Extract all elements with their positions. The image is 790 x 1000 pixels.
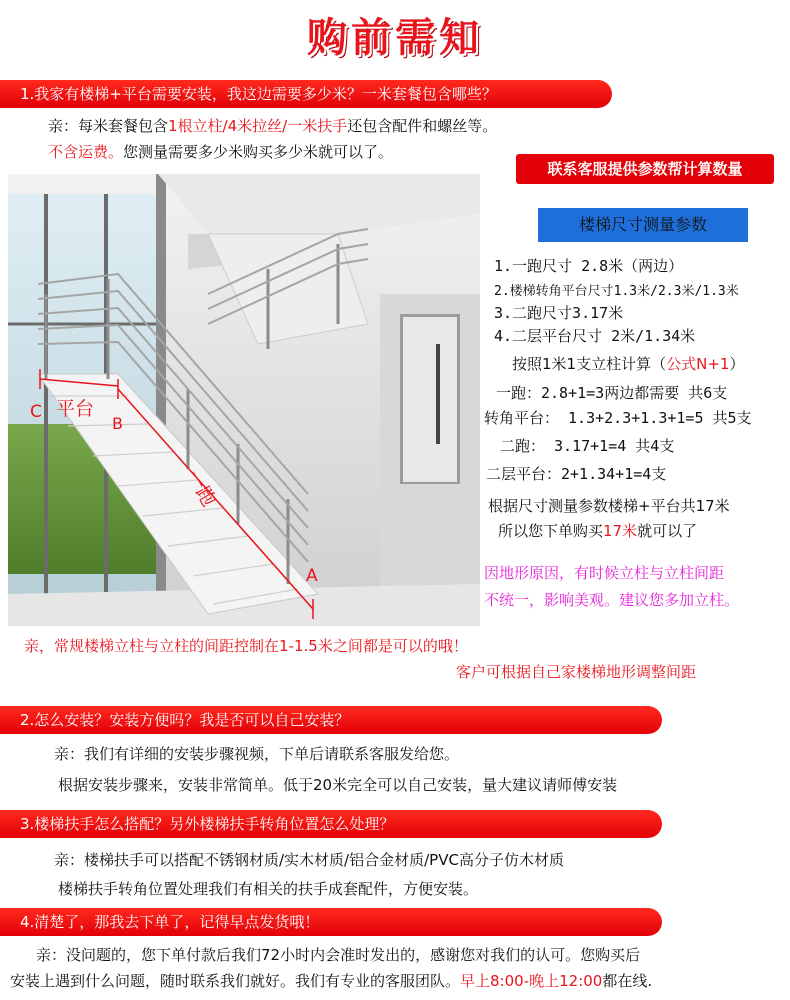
- param-row-1: 1.一跑尺寸 2.8米（两边）: [494, 257, 684, 275]
- q2-answer-line2: 根据安装步骤来，安装非常简单。低于20米完全可以自己安装，量大建议请师傅安装: [58, 776, 618, 794]
- q2-answer-line1: 亲：我们有详细的安装步骤视频，下单后请联系客服发给您。: [54, 745, 460, 763]
- total-line: 根据尺寸测量参数楼梯+平台共17米: [488, 497, 730, 515]
- calc-row-4: 二层平台：2+1.34+1=4支: [486, 465, 667, 483]
- question-1-bar: 1.我家有楼梯+平台需要安装，我这边需要多少米？一米套餐包含哪些？: [0, 80, 612, 108]
- question-4-bar: 4.清楚了，那我去下单了，记得早点发货哦！: [0, 908, 662, 936]
- q3-answer-line1: 亲：楼梯扶手可以搭配不锈钢材质/实木材质/铝合金材质/PVC高分子仿木材质: [54, 851, 564, 869]
- q1-a2-post: 您测量需要多少米购买多少米就可以了。: [123, 143, 394, 161]
- staircase-photo: [8, 174, 480, 626]
- q1-a1-red: 1根立柱/4米拉丝/一米扶手: [168, 117, 348, 135]
- buy-amount: 17米: [603, 522, 638, 540]
- q1-a2-red: 不含运费。: [48, 143, 124, 161]
- q1-answer-line1: [48, 116, 497, 136]
- q4-a2-post: 都在线.: [602, 972, 653, 990]
- rule-line: [512, 354, 744, 375]
- q1-a1-pre: 亲：每米套餐包含: [48, 117, 169, 135]
- q1-a1-post: 还包含配件和螺丝等。: [347, 117, 498, 135]
- page-title: 购前需知: [307, 15, 483, 61]
- question-2-bar: 2.怎么安装？安装方便吗？我是否可以自己安装？: [0, 706, 662, 734]
- label-a: A: [306, 566, 318, 586]
- rule-post: ）: [729, 355, 745, 373]
- param-row-3: 3.二跑尺寸3.17米: [494, 304, 624, 322]
- label-c: C: [30, 402, 42, 422]
- param-row-4: 4.二层平台尺寸 2米/1.34米: [494, 327, 696, 345]
- spacing-line-2: 客户可根据自己家楼梯地形调整间距: [456, 663, 697, 681]
- q4-a2-pre: 安装上遇到什么问题，随时联系我们就好。我们有专业的客服团队。: [10, 972, 461, 990]
- spacing-line-1: 亲，常规楼梯立柱与立柱的间距控制在1-1.5米之间都是可以的哦！: [24, 637, 468, 655]
- contact-service-button[interactable]: 联系客服提供参数帮计算数量: [516, 154, 774, 184]
- calc-row-3: 二跑： 3.17+1=4 共4支: [500, 437, 675, 455]
- q1-answer-line2: [48, 142, 393, 162]
- note-line-1: 因地形原因，有时候立柱与立柱间距: [484, 564, 725, 582]
- note-line-2: 不统一，影响美观。建议您多加立柱。: [484, 591, 740, 609]
- question-3-bar: 3.楼梯扶手怎么搭配？另外楼梯扶手转角位置怎么处理？: [0, 810, 662, 838]
- label-run: 一跑: [181, 466, 220, 511]
- buy-post: 就可以了: [637, 522, 698, 540]
- calc-row-2: 转角平台： 1.3+2.3+1.3+1=5 共5支: [484, 409, 752, 427]
- rule-formula: 公式N+1: [666, 355, 730, 373]
- buy-line: [498, 521, 697, 542]
- label-platform: 平台: [56, 398, 95, 420]
- buy-pre: 所以您下单购买: [498, 522, 604, 540]
- q3-answer-line2: 楼梯扶手转角位置处理我们有相关的扶手成套配件，方便安装。: [58, 880, 479, 898]
- q4-hours: 早上8:00-晚上12:00: [460, 972, 603, 990]
- label-b: B: [112, 414, 123, 433]
- param-row-2: 2.楼梯转角平台尺寸1.3米/2.3米/1.3米: [494, 284, 739, 299]
- params-header: 楼梯尺寸测量参数: [538, 208, 748, 242]
- q4-answer-line1: 亲：没问题的，您下单付款后我们72小时内会准时发出的，感谢您对我们的认可。您购买后: [36, 946, 641, 964]
- rule-pre: 按照1米1支立柱计算（: [512, 355, 667, 373]
- calc-row-1: 一跑：2.8+1=3两边都需要 共6支: [496, 384, 728, 402]
- q4-answer-line2: [10, 971, 652, 991]
